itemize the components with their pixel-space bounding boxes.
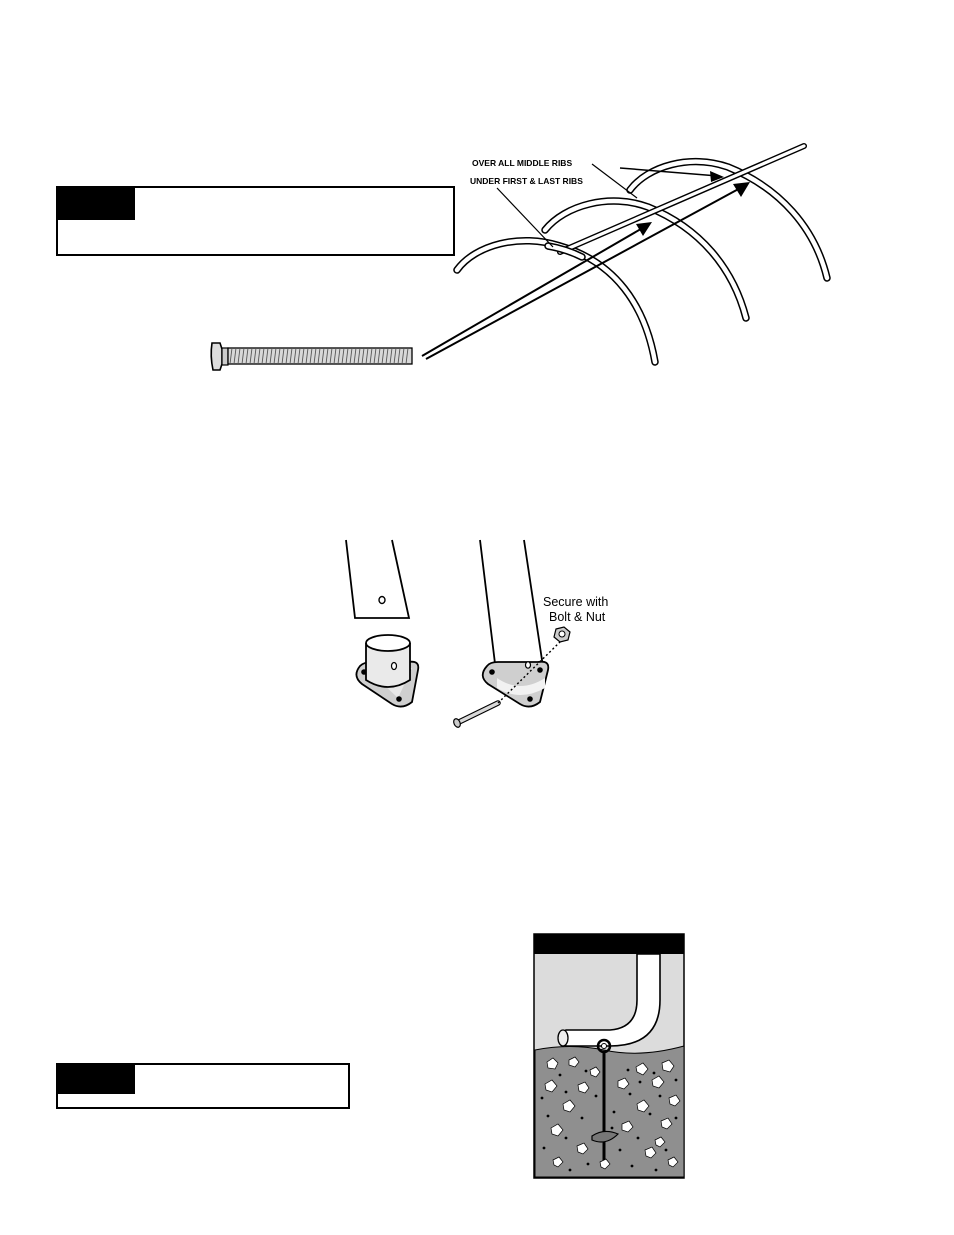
base-plate-left	[356, 635, 418, 707]
base-plate-diagram	[330, 530, 630, 740]
pole-left	[346, 540, 409, 618]
note-tab-top	[58, 188, 135, 220]
rib-cross-rod-diagram	[400, 130, 840, 380]
secure-label-line2: Bolt & Nut	[549, 610, 606, 624]
anchor-header-label	[533, 934, 684, 954]
small-bolt	[452, 703, 498, 728]
rib-1	[457, 241, 655, 362]
note-box-top	[56, 186, 455, 256]
gravel-ground	[535, 1046, 684, 1177]
base-plate-right	[483, 662, 549, 707]
note-box-bottom	[56, 1063, 350, 1109]
note-tab-bottom	[58, 1065, 135, 1094]
label-over-middle-ribs: OVER ALL MIDDLE RIBS	[472, 158, 573, 168]
secure-label-line1: Secure with	[543, 595, 609, 609]
long-bolt-illustration	[200, 330, 430, 380]
label-under-first-last-ribs: UNDER FIRST & LAST RIBS	[470, 176, 583, 186]
ground-anchor-diagram	[533, 933, 685, 1179]
nut	[554, 627, 570, 642]
rib-2	[545, 201, 746, 318]
